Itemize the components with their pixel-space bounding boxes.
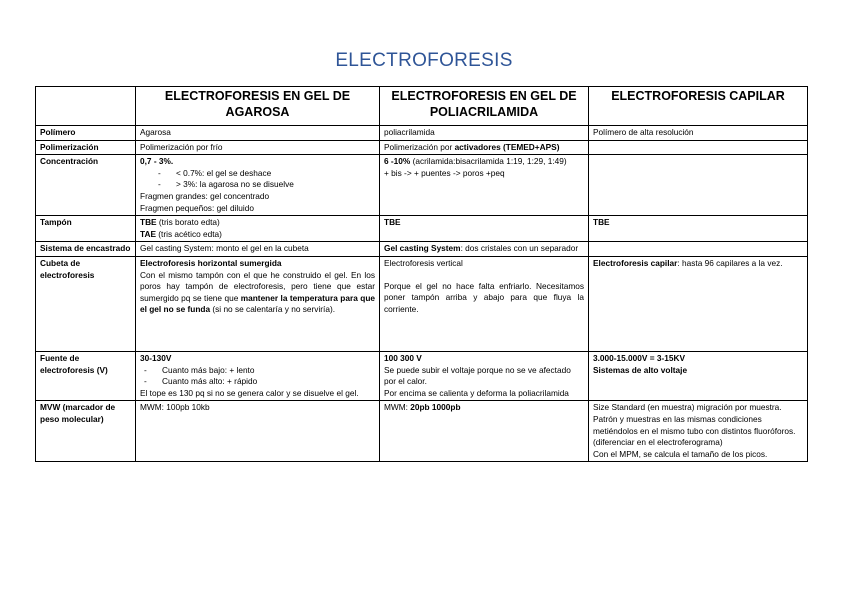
cell-capilar (589, 242, 808, 257)
cell-agarosa: Agarosa (136, 126, 380, 141)
text-bold: 20pb 1000pb (410, 402, 461, 413)
row-mvw (36, 401, 808, 462)
row-tampon (36, 216, 808, 242)
row-polimero (36, 126, 808, 141)
header-poliacrilamida: ELECTROFORESIS EN GEL DE POLIACRILAMIDA (380, 87, 589, 126)
row-label: MVW (marcador de peso molecular) (36, 401, 136, 462)
cell-poliacrilamida (380, 216, 589, 242)
text-bold: mantener la temperatura para que el gel no se funda (140, 292, 375, 315)
text-bold: 0,7 - 3%. (140, 156, 174, 167)
text-bold: 30-130V (140, 352, 172, 363)
cell-agarosa: Gel casting System: monto el gel en la cubeta (136, 242, 380, 257)
text-bold: TBE (593, 217, 610, 228)
text-bold: 3.000-15.000V = 3-15KV (593, 352, 686, 363)
header-empty (36, 87, 136, 126)
text: Fragmen grandes: gel concentrado (140, 190, 270, 201)
text: MWM: (384, 402, 411, 413)
bullet-item: - Cuanto más alto: + rápido (144, 376, 375, 388)
text: Electroforesis vertical (384, 257, 463, 268)
row-label: Sistema de encastrado (36, 242, 136, 257)
text-bold: TBE (384, 217, 401, 228)
cell-capilar: Polímero de alta resolución (589, 126, 808, 141)
text: : dos cristales con un separador (460, 243, 579, 254)
text-bold: Electroforesis capilar (593, 257, 678, 268)
cell-agarosa: MWM: 100pb 10kb (136, 401, 380, 462)
text-bold: 100 300 V (384, 352, 422, 363)
text: Polimerización por (384, 141, 455, 152)
text: Por encima se calienta y deforma la poliacrilamida (384, 387, 569, 398)
text: (tris borato edta) (156, 217, 220, 228)
electroforesis-table (35, 86, 808, 462)
cell-agarosa (136, 351, 380, 400)
bullet-item: - > 3%: la agarosa no se disuelve (158, 179, 375, 191)
text-bold: Sistemas de alto voltaje (593, 364, 688, 375)
text: Con el mismo tampón con el que he construido el gel. En los poros hay tampón de electroforesis, pero tiene que estar sumergido pq se tiene que (140, 269, 375, 303)
cell-poliacrilamida (380, 155, 589, 216)
text: (si no se calentaría y no serviría). (210, 304, 336, 315)
text: (acrilamida:bisacrilamida 1:19, 1:29, 1:49) (410, 156, 567, 167)
bullet-item: - < 0.7%: el gel se deshace (158, 168, 375, 180)
header-capilar: ELECTROFORESIS CAPILAR (589, 87, 808, 126)
cell-poliacrilamida (380, 351, 589, 400)
text-bold: 6 -10% (384, 156, 411, 167)
header-row (36, 87, 808, 126)
cell-poliacrilamida (380, 140, 589, 155)
row-label: Fuente de electroforesis (V) (36, 351, 136, 400)
row-label: Concentración (36, 155, 136, 216)
row-label: Cubeta de electroforesis (36, 256, 136, 351)
row-polimerizacion (36, 140, 808, 155)
cell-capilar (589, 216, 808, 242)
cell-agarosa (136, 216, 380, 242)
cell-capilar (589, 140, 808, 155)
text: : hasta 96 capilares a la vez. (677, 257, 783, 268)
text: Con el MPM, se calcula el tamaño de los picos. (593, 448, 768, 459)
text-bold: Gel casting System (384, 243, 461, 254)
cell-poliacrilamida (380, 242, 589, 257)
text: Porque el gel no hace falta enfriarlo. Necesitamos poner tampón arriba y abajo para que fluya la corriente. (384, 280, 584, 314)
row-sistema (36, 242, 808, 257)
text-bold: Electroforesis horizontal sumergida (140, 257, 282, 268)
bullet-item: - Cuanto más bajo: + lento (144, 365, 375, 377)
cell-capilar (589, 351, 808, 400)
cell-agarosa (136, 155, 380, 216)
header-agarosa: ELECTROFORESIS EN GEL DE AGAROSA (136, 87, 380, 126)
text: Se puede subir el voltaje porque no se ve afectado por el calor. (384, 364, 571, 387)
text: (tris acético edta) (155, 228, 222, 239)
text: Fragmen pequeños: gel diluido (140, 202, 254, 213)
row-fuente (36, 351, 808, 400)
document-title: ELECTROFORESIS (335, 50, 513, 71)
text: El tope es 130 pq si no se genera calor y se disuelve el gel. (140, 387, 359, 398)
cell-capilar (589, 401, 808, 462)
row-label: Tampón (36, 216, 136, 242)
row-cubeta (36, 256, 808, 351)
row-concentracion (36, 155, 808, 216)
cell-poliacrilamida (380, 401, 589, 462)
cell-poliacrilamida (380, 256, 589, 351)
cell-agarosa (136, 256, 380, 351)
row-label: Polímero (36, 126, 136, 141)
row-label: Polimerización (36, 140, 136, 155)
text: Patrón y muestras en las mismas condiciones metiéndolos en el mismo tubo con distintos fluoróforos. (diferenciar en el electroferograma) (593, 413, 796, 448)
cell-poliacrilamida: poliacrilamida (380, 126, 589, 141)
text: + bis -> + puentes -> poros +peq (384, 167, 505, 178)
text-bold: TAE (140, 228, 156, 239)
cell-capilar (589, 256, 808, 351)
cell-agarosa: Polimerización por frío (136, 140, 380, 155)
text-bold: activadores (TEMED+APS) (454, 141, 560, 152)
text-bold: TBE (140, 217, 157, 228)
cell-capilar (589, 155, 808, 216)
text: Size Standard (en muestra) migración por muestra. (593, 402, 782, 413)
